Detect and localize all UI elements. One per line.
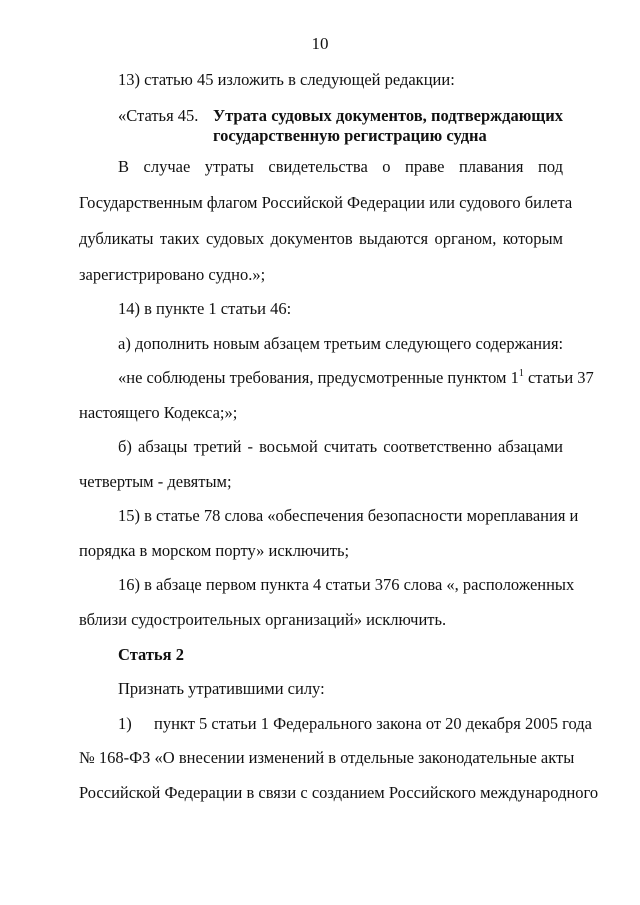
article-45-title-line-2: государственную регистрацию судна — [213, 126, 487, 145]
item-15-line-1: 15) в статье 78 слова «обеспечения безопасности мореплавания и — [118, 506, 579, 525]
paragraph-loss-line-3: дубликаты таких судовых документов выдаются органом, которым — [79, 229, 563, 248]
item-1-number: 1) — [118, 714, 132, 733]
quote-line-1-text: «не соблюдены требования, предусмотренные пунктом 1 — [118, 368, 519, 387]
subitem-b-line-2: четвертым - девятым; — [79, 472, 232, 491]
article-45-title-line-1: Утрата судовых документов, подтверждающих — [213, 106, 563, 125]
item-1-line-1: пункт 5 статьи 1 Федерального закона от 20 декабря 2005 года — [154, 714, 592, 733]
item-16-line-2: вблизи судостроительных организаций» исключить. — [79, 610, 447, 629]
item-15-line-2: порядка в морском порту» исключить; — [79, 541, 350, 560]
item-16-line-1: 16) в абзаце первом пункта 4 статьи 376 слова «, расположенных — [118, 575, 575, 594]
quote-superscript: 1 — [518, 368, 524, 379]
subitem-a: а) дополнить новым абзацем третьим следующего содержания: — [118, 334, 564, 353]
paragraph-loss-line-2: Государственным флагом Российской Федерации или судового билета — [79, 193, 573, 212]
item-13: 13) статью 45 изложить в следующей редакции: — [118, 70, 455, 89]
quote-line-2: настоящего Кодекса;»; — [79, 403, 238, 422]
article-45-label: «Статья 45. — [118, 106, 199, 125]
quote-line-1-tail: статьи 37 — [523, 368, 594, 387]
page-number: 10 — [311, 34, 329, 53]
article-45-title — [213, 106, 563, 146]
article-2-heading: Статья 2 — [118, 645, 184, 664]
subitem-b-line-1: б) абзацы третий - восьмой считать соответственно абзацами — [118, 437, 563, 456]
paragraph-loss-line-4: зарегистрировано судно.»; — [79, 265, 266, 284]
quote-line-1 — [118, 368, 594, 388]
item-14: 14) в пункте 1 статьи 46: — [118, 299, 292, 318]
item-1-line-2: № 168-ФЗ «О внесении изменений в отдельные законодательные акты — [79, 748, 575, 767]
recognize-invalid: Признать утратившими силу: — [118, 679, 325, 698]
item-1-line-3: Российской Федерации в связи с созданием Российского международного — [79, 783, 599, 802]
paragraph-loss-line-1: В случае утраты свидетельства о праве плавания под — [118, 157, 563, 176]
